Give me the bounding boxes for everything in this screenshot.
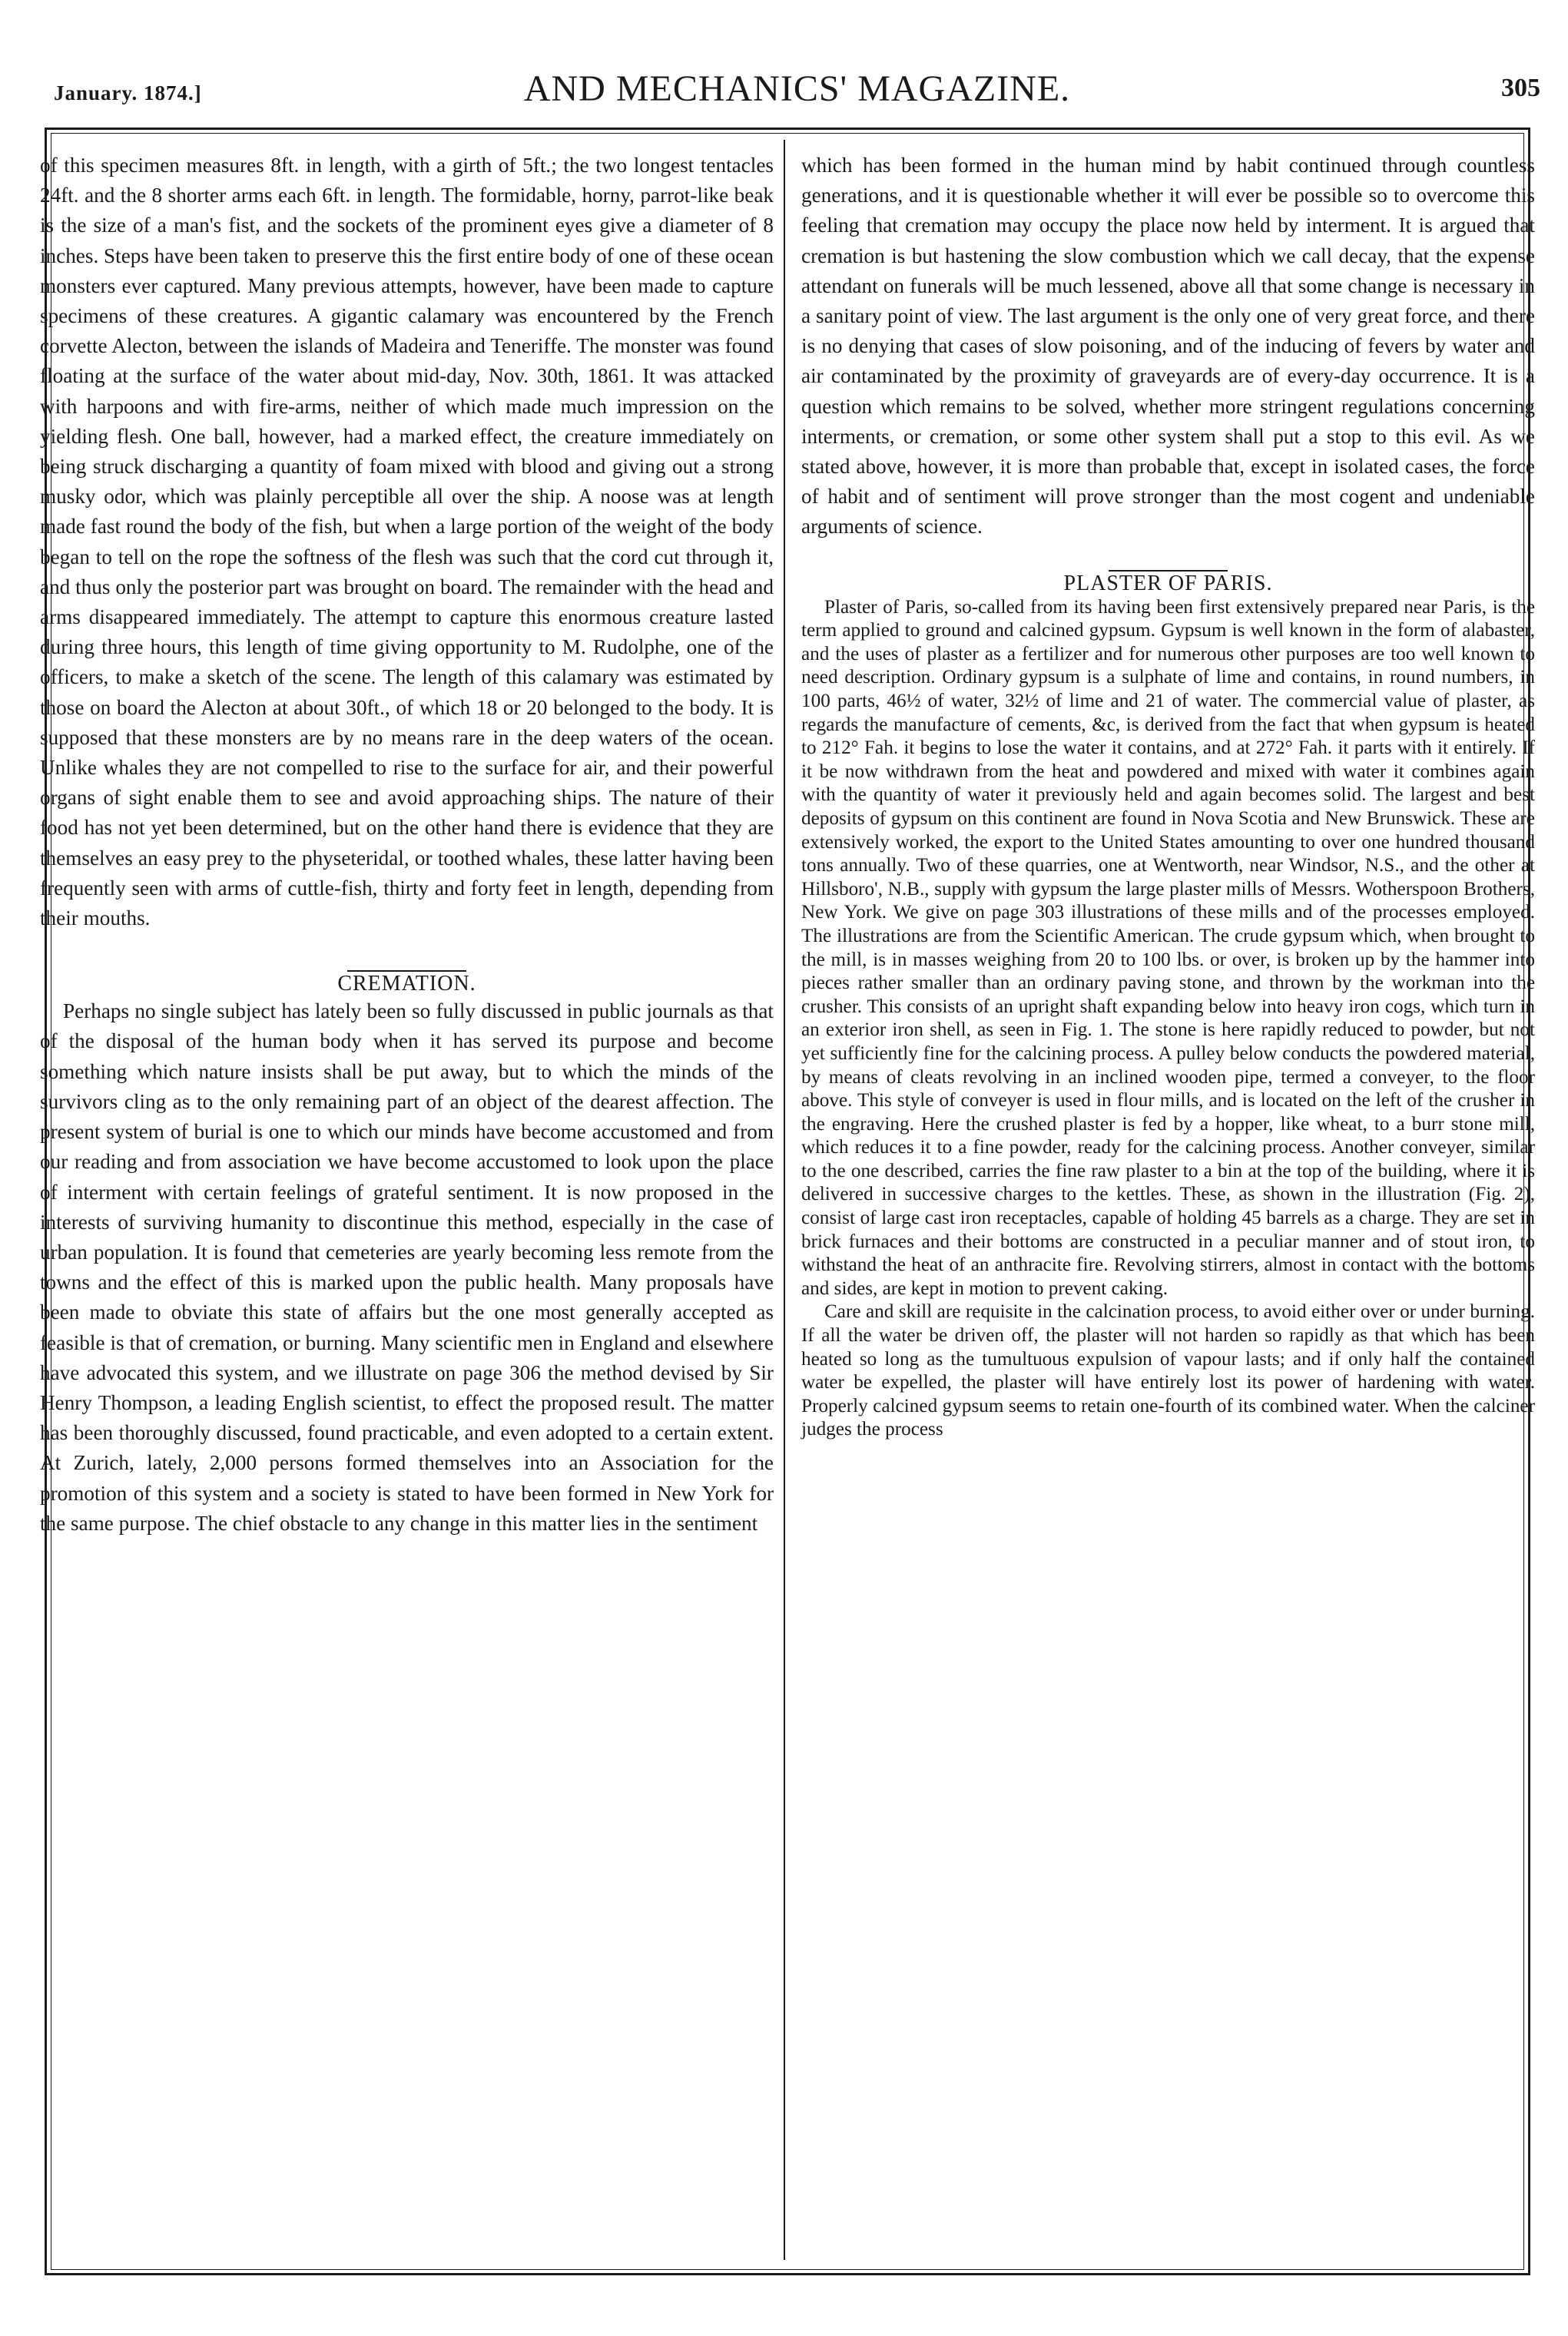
issue-date: January. 1874.] [54, 81, 202, 104]
column-divider [784, 140, 785, 2260]
page-header [54, 68, 1540, 121]
cremation-article-text: Perhaps no single subject has lately been so fully discussed in public journals as that of the disposal of the human body when it has served its purpose and become something which nature insists shall be put away, but to which the minds of the survivors cling as to the only remaining part of an object of the dearest affection. The present system of burial is one to which our minds have become accustomed and from our reading and from association we have become accustomed to look upon the place of interment with certain feelings of grateful sentiment. It is now proposed in the interests of surviving humanity to discontinue this method, especially in the case of urban population. It is found that cemeteries are yearly becoming less remote from the towns and the effect of this is marked upon the public health. Many proposals have been made to obviate this state of affairs but the one most generally accepted as feasible is that of cremation, or burning. Many scientific men in England and elsewhere have advocated this system, and we illustrate on page 306 the method devised by Sir Henry Thompson, a leading English scientist, to effect the proposed result. The matter has been thoroughly discussed, found practicable, and even adopted to a certain extent. At Zurich, lately, 2,000 persons formed themselves into an Association for the promotion of this system and a society is stated to have been formed in New York for the same purpose. The chief obstacle to any change in this matter lies in the sentiment [40, 999, 774, 1535]
right-column [801, 151, 1535, 1442]
plaster-article-text: Plaster of Paris, so-called from its having been first extensively prepared near Paris, is the term applied to ground and calcined gypsum. Gypsum is well known in the form of alabaster, and the uses of plaster as a fertilizer and for numerous other purposes are too well known to need description. Ordinary gypsum is a sulphate of lime and contains, in round numbers, in 100 parts, 46½ of water, 32½ of lime and 21 of water. The commercial value of plaster, as regards the manufacture of cements, &c, is derived from the fact that when gypsum is heated to 212° Fah. it begins to lose the water it contains, and at 272° Fah. it parts with it entirely. If it be now withdrawn from the heat and powdered and mixed with water it combines again with the quantity of water it previously held and again becomes solid. The largest and best deposits of gypsum on this continent are found in Nova Scotia and New Brunswick. These are extensively worked, the export to the United States amounting to over one hundred thousand tons annually. Two of these quarries, one at Wentworth, near Windsor, N.S., and the other at Hillsboro', N.B., supply with gypsum the large plaster mills of Messrs. Wotherspoon Brothers, New York. We give on page 303 illustrations of these mills and of the processes employed. The illustrations are from the Scientific American. The crude gypsum which, when brought to the mill, is in masses weighing from 20 to 100 lbs. or over, is broken up by the hammer into pieces rather smaller than an ordinary paving stone, and thrown by the workman into the crusher. This consists of an upright shaft expanding below into heavy iron cogs, which turn in an exterior iron shell, as seen in Fig. 1. The stone is here rapidly reduced to powder, but not yet sufficiently fine for the calcining process. A pulley below conducts the powdered material, by means of cleats revolving in an inclined wooden pipe, termed a conveyer, to the floor above. This style of conveyer is used in flour mills, and is located on the left of the crusher in the engraving. Here the crushed plaster is fed by a hopper, like wheat, to a burr stone mill, which reduces it to a fine powder, ready for the calcining process. Another conveyer, similar to the one described, carries the fine raw plaster to a bin at the top of the building, where it is delivered in successive charges to the kettles. These, as shown in the illustration (Fig. 2), consist of large cast iron receptacles, capable of holding 45 barrels as a charge. They are set in brick furnaces and their bottoms are constructed in a peculiar manner and of stout iron, to withstand the heat of an anthracite fire. Revolving stirrers, almost in contact with the bottoms and sides, are kept in motion to prevent caking. [801, 596, 1535, 1299]
plaster-article-text-continued: Care and skill are requisite in the calcination process, to avoid either over or under burning. If all the water be driven off, the plaster will not harden so rapidly as that which has been heated so long as the tumultuous expulsion of vapour lasts; and if only half the contained water be expelled, the plaster will have entirely lost its power of hardening with water. Properly calcined gypsum seems to retain one-fourth of its combined water. When the calciner judges the process [801, 1301, 1535, 1440]
plaster-of-paris-heading: PLASTER OF PARIS. [1063, 571, 1273, 595]
cremation-article-continuation: which has been formed in the human mind by habit continued through countless generations, and it is questionable whether it will ever be possible so to overcome this feeling that cremation may occupy the place now held by interment. It is argued that cremation is but hastening the slow combustion which we call decay, that the expense attendant on funerals will be much lessened, above all that some change is necessary in a sanitary point of view. The last argument is the only one of very great force, and there is no denying that cases of slow poisoning, and of the inducing of fevers by water and air contaminated by the proximity of graveyards are of every-day occurrence. It is a question which remains to be solved, whether more stringent regulations concerning interments, or cremation, or some other system shall put a stop to this evil. As we stated above, however, it is more than probable that, except in isolated cases, the force of habit and of sentiment will prove stronger than the most cogent and undeniable arguments of science. [801, 154, 1535, 538]
calamary-article-continuation: of this specimen measures 8ft. in length, with a girth of 5ft.; the two longest tentacles 24ft. and the 8 shorter arms each 6ft. in length. The formidable, horny, parrot-like beak is the size of a man's fist, and the sockets of the prominent eyes give a diameter of 8 inches. Steps have been taken to preserve this the first entire body of one of these ocean monsters ever captured. Many previous attempts, however, have been made to capture specimens of these creatures. A gigantic calamary was encountered by the French corvette Alecton, between the islands of Madeira and Teneriffe. The monster was found floating at the surface of the water about mid-day, Nov. 30th, 1861. It was attacked with harpoons and with fire-arms, neither of which made much impression on the yielding flesh. One ball, however, had a marked effect, the creature immediately on being struck discharging a quantity of foam mixed with blood and giving out a strong musky odor, which was plainly perceptible all over the ship. A noose was at length made fast round the body of the fish, but when a large portion of the weight of the body began to tell on the rope the softness of the flesh was such that the cord cut through it, and thus only the posterior part was brought on board. The remainder with the head and arms disappeared immediately. The attempt to capture this enormous creature lasted during three hours, this length of time giving opportunity to M. Rudolphe, one of the officers, to make a sketch of the scene. The length of this calamary was estimated by those on board the Alecton at about 30ft., of which 18 or 20 belonged to the body. It is supposed that these monsters are by no means rare in the deep waters of the ocean. Unlike whales they are not compelled to rise to the surface for air, and their powerful organs of sight enable them to see and avoid approaching ships. The nature of their food has not yet been determined, but on the other hand there is evidence that they are themselves an easy prey to the physeteridal, or toothed whales, these latter having been frequently seen with arms of cuttle-fish, thirty and forty feet in length, depending from their mouths. [40, 154, 774, 930]
left-column [40, 151, 774, 1539]
cremation-heading: CREMATION. [337, 972, 476, 996]
running-title: AND MECHANICS' MAGAZINE. [523, 68, 1071, 109]
page-number: 305 [1501, 74, 1540, 102]
